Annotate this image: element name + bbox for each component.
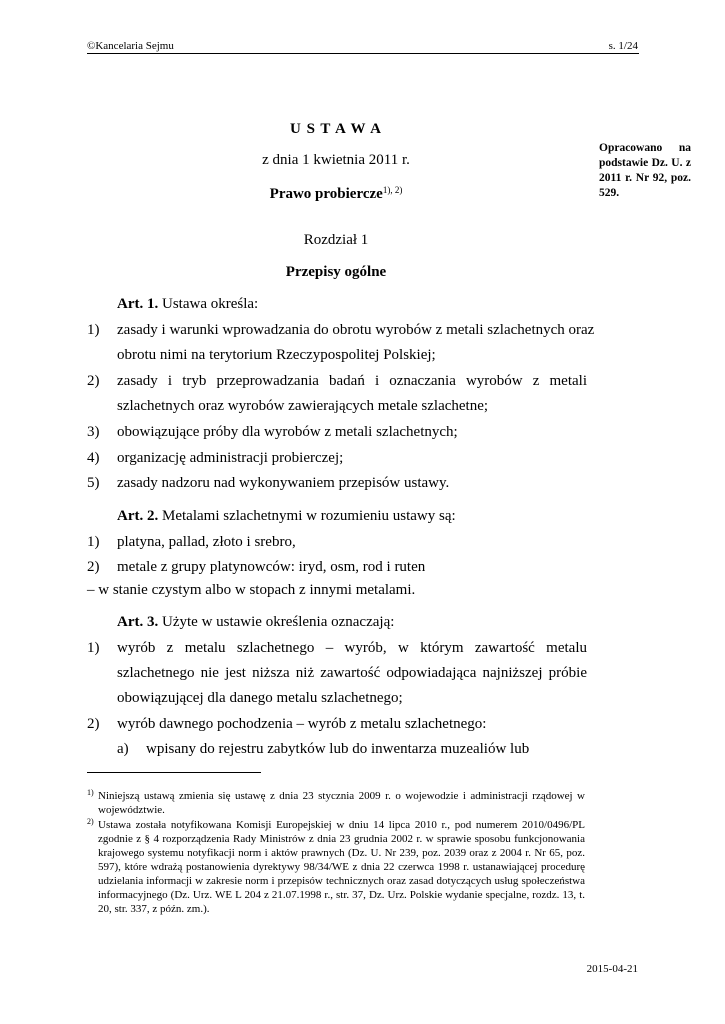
- footnote-mark: 2): [87, 817, 94, 826]
- art3-item-line: wyrób z metalu szlachetnego – wyrób, w którym zawartość metalu: [117, 640, 587, 656]
- art1-item-line: szlachetnych oraz wyrobów zawierających metale szlachetne;: [117, 398, 489, 414]
- footnote-divider: [87, 772, 261, 773]
- page-number: s. 1/24: [608, 40, 638, 52]
- art3-item-num: 2): [87, 716, 100, 732]
- footnote-text: Ustawa została notyfikowana Komisji Europejskiej w dniu 14 lipca 2010 r., pod numerem 2010/0496/PL zgodnie z § 4 rozporządzenia Rady Ministrów z dnia 23 grudnia 2002 r. w sprawie sposobu funkcjonowania krajowego systemu notyfikacji norm i aktów prawnych (Dz. U. Nr 239, poz. 2039 oraz z 2004 r. Nr 65, poz. 597), które wdrażą postanowienia dyrektywy 98/34/WE z dnia 22 czerwca 1998 r. ustanawiającej procedurę udzielania informacji w zakresie norm i przepisów technicznych oraz zasad dotyczących usług społeczeństwa informacyjnego (Dz. Urz. WE L 204 z 21.07.1998 r., str. 37, Dz. Urz. Polskie wydanie specjalne, rozdz. 13, t. 20, str. 337, z późn. zm.).: [98, 819, 585, 915]
- header-left: ©Kancelaria Sejmu: [87, 40, 174, 52]
- art2-item-num: 2): [87, 559, 100, 575]
- art1-item-line: zasady i tryb przeprowadzania badań i oznaczania wyrobów z metali: [117, 373, 587, 389]
- art2-item-num: 1): [87, 534, 100, 550]
- act-name-text: Prawo probiercze: [269, 186, 383, 202]
- art1-intro: [117, 296, 258, 313]
- chapter-title: Przepisy ogólne: [285, 264, 387, 280]
- art3-item-line: obowiązującej dla danego metalu szlachetnego;: [117, 690, 403, 706]
- art3-item-line: szlachetnego nie jest niższa niż zawartość odpowiadająca najniższej próbie: [117, 665, 587, 681]
- art1-item-num: 4): [87, 450, 100, 466]
- art1-label: Art. 1.: [117, 296, 159, 312]
- footnote: [87, 818, 585, 916]
- art2-closing: – w stanie czystym albo w stopach z innymi metalami.: [87, 582, 416, 598]
- act-heading: U S T A W A: [289, 121, 383, 137]
- art1-item-line: zasady i warunki wprowadzania do obrotu wyrobów z metali szlachetnych oraz: [117, 322, 595, 338]
- art3-subitem-text: wpisany do rejestru zabytków lub do inwentarza muzealiów lub: [146, 741, 530, 757]
- art2-label: Art. 2.: [117, 508, 159, 524]
- art3-label: Art. 3.: [117, 614, 159, 630]
- art1-intro-text: Ustawa określa:: [162, 296, 259, 312]
- footnote-mark: 1): [87, 788, 94, 797]
- art1-item-line: obrotu nimi na terytorium Rzeczypospolitej Polskiej;: [117, 347, 436, 363]
- art1-item-num: 3): [87, 424, 100, 440]
- art2-item-text: metale z grupy platynowców: iryd, osm, rod i ruten: [117, 559, 426, 575]
- footnote: [87, 789, 585, 817]
- art3-intro: [117, 614, 394, 631]
- footnote-text: Niniejszą ustawą zmienia się ustawę z dnia 23 stycznia 2009 r. o wojewodzie i administracji rządowej w województwie.: [98, 790, 585, 816]
- art1-item-line: obowiązujące próby dla wyrobów z metali szlachetnych;: [117, 424, 458, 440]
- footer-date: 2015-04-21: [586, 963, 638, 975]
- art1-item-line: organizację administracji probierczej;: [117, 450, 344, 466]
- art2-intro: [117, 508, 456, 525]
- chapter-label: Rozdział 1: [303, 232, 369, 248]
- art1-item-num: 5): [87, 475, 100, 491]
- art1-item-num: 2): [87, 373, 100, 389]
- act-name-refs: 1), 2): [382, 185, 403, 195]
- header-divider: [87, 53, 639, 54]
- art3-subitem-letter: a): [117, 741, 129, 757]
- art1-item-line: zasady nadzoru nad wykonywaniem przepisów ustawy.: [117, 475, 450, 491]
- art3-item-num: 1): [87, 640, 100, 656]
- side-note: Opracowano na podstawie Dz. U. z 2011 r. Nr 92, poz. 529.: [599, 142, 691, 199]
- act-name: [87, 185, 585, 203]
- art3-item-line: wyrób dawnego pochodzenia – wyrób z metalu szlachetnego:: [117, 716, 487, 732]
- art1-item-num: 1): [87, 322, 100, 338]
- art2-item-text: platyna, pallad, złoto i srebro,: [117, 534, 296, 550]
- act-date: z dnia 1 kwietnia 2011 r.: [262, 152, 410, 168]
- art3-intro-text: Użyte w ustawie określenia oznaczają:: [162, 614, 395, 630]
- art2-intro-text: Metalami szlachetnymi w rozumieniu ustawy są:: [162, 508, 456, 524]
